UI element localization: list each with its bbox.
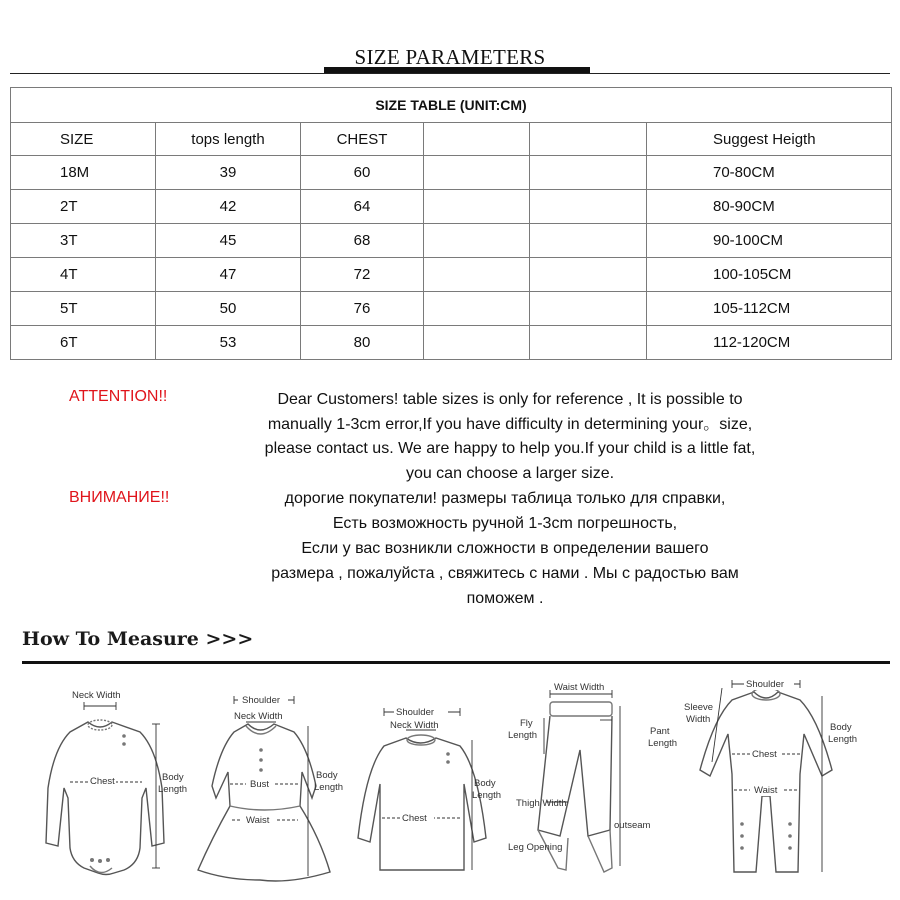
cell-size: 2T bbox=[11, 190, 156, 224]
cell-tops-length: 53 bbox=[156, 326, 301, 360]
label-length: Length bbox=[314, 782, 344, 793]
attention-label-ru: ВНИМАНИЕ!! bbox=[69, 489, 170, 506]
cell-size: 18M bbox=[11, 156, 156, 190]
label-chest: Chest bbox=[402, 813, 427, 824]
cell-chest: 64 bbox=[301, 190, 424, 224]
col-header-empty-2 bbox=[530, 123, 647, 156]
size-table bbox=[10, 87, 892, 360]
notice-text-ru bbox=[180, 486, 830, 611]
cell-suggest-height: 105-112CM bbox=[647, 292, 892, 326]
label-body: Body bbox=[474, 778, 496, 789]
label-length: Length bbox=[828, 734, 858, 745]
cell-tops-length: 39 bbox=[156, 156, 301, 190]
label-chest: Chest bbox=[90, 776, 115, 787]
label-chest: Chest bbox=[752, 749, 777, 760]
notice-line: you can choose a larger size. bbox=[405, 464, 615, 482]
cell-chest: 80 bbox=[301, 326, 424, 360]
cell-size: 6T bbox=[11, 326, 156, 360]
table-caption: SIZE TABLE (UNIT:CM) bbox=[11, 88, 892, 123]
size-parameters-header bbox=[10, 42, 890, 76]
cell-empty bbox=[530, 156, 647, 190]
cell-empty bbox=[424, 190, 530, 224]
label-waist: Waist bbox=[754, 785, 778, 796]
cell-suggest-height: 80-90CM bbox=[647, 190, 892, 224]
label-thigh-width: Thigh Width bbox=[516, 798, 567, 809]
notice-line: Есть возможность ручной 1-3cm погрешность, bbox=[332, 515, 678, 532]
cell-suggest-height: 90-100CM bbox=[647, 224, 892, 258]
notice-line: размера , пожалуйста , свяжитесь с нами . Мы с радостью вам bbox=[271, 565, 739, 582]
tee-diagram bbox=[356, 688, 516, 888]
page-title: SIZE PARAMETERS bbox=[354, 45, 546, 69]
cell-tops-length: 45 bbox=[156, 224, 301, 258]
cell-empty bbox=[530, 258, 647, 292]
label-shoulder: Shoulder bbox=[242, 695, 281, 706]
cell-size: 5T bbox=[11, 292, 156, 326]
cell-empty bbox=[424, 258, 530, 292]
label-neck-width: Neck Width bbox=[72, 690, 121, 701]
label-sleeve-width: Width bbox=[686, 714, 711, 725]
pants-diagram bbox=[508, 680, 678, 888]
how-to-measure-title: How To Measure >>> bbox=[22, 628, 254, 650]
table-caption-row bbox=[11, 88, 892, 123]
label-waist: Waist bbox=[246, 815, 270, 826]
cell-chest: 76 bbox=[301, 292, 424, 326]
label-outseam: outseam bbox=[614, 820, 651, 831]
label-waist-width: Waist Width bbox=[554, 682, 605, 693]
col-header-suggest-height: Suggest Heigth bbox=[647, 123, 892, 156]
label-neck-width: Neck Width bbox=[390, 720, 439, 731]
table-row bbox=[11, 258, 892, 292]
col-header-tops-length: tops length bbox=[156, 123, 301, 156]
notice-text-en bbox=[200, 388, 820, 486]
table-row bbox=[11, 190, 892, 224]
cell-suggest-height: 100-105CM bbox=[647, 258, 892, 292]
measure-illustrations bbox=[0, 668, 900, 900]
label-bust: Bust bbox=[250, 779, 270, 790]
col-header-empty-1 bbox=[424, 123, 530, 156]
col-header-size: SIZE bbox=[11, 123, 156, 156]
notice-line: Dear Customers! table sizes is only for reference , It is possible to bbox=[277, 391, 743, 408]
cell-tops-length: 42 bbox=[156, 190, 301, 224]
table-row bbox=[11, 326, 892, 360]
label-leg-opening: Leg Opening bbox=[508, 842, 563, 853]
bodysuit-diagram bbox=[28, 688, 198, 888]
label-length: Length bbox=[472, 790, 502, 801]
notice-line: manually 1-3cm error,If you have difficulty in determining your。size, bbox=[267, 415, 753, 433]
cell-chest: 72 bbox=[301, 258, 424, 292]
table-row bbox=[11, 292, 892, 326]
how-to-measure-header bbox=[22, 628, 890, 668]
label-shoulder: Shoulder bbox=[746, 679, 785, 690]
table-row bbox=[11, 224, 892, 258]
table-header-row bbox=[11, 123, 892, 156]
cell-suggest-height: 112-120CM bbox=[647, 326, 892, 360]
cell-tops-length: 47 bbox=[156, 258, 301, 292]
cell-size: 4T bbox=[11, 258, 156, 292]
label-body: Body bbox=[162, 772, 184, 783]
label-length: Length bbox=[158, 784, 188, 795]
header-rule bbox=[10, 73, 890, 74]
notice-line: поможем . bbox=[466, 590, 544, 607]
cell-empty bbox=[530, 292, 647, 326]
cell-size: 3T bbox=[11, 224, 156, 258]
cell-empty bbox=[424, 326, 530, 360]
col-header-chest: CHEST bbox=[301, 123, 424, 156]
how-to-measure-rule bbox=[22, 661, 890, 664]
cell-suggest-height: 70-80CM bbox=[647, 156, 892, 190]
notice-line: please contact us. We are happy to help you.If your child is a little fat, bbox=[264, 440, 756, 457]
label-shoulder: Shoulder bbox=[396, 707, 435, 718]
label-sleeve: Sleeve bbox=[684, 702, 714, 713]
label-pant: Pant bbox=[650, 726, 670, 737]
notice-line: дорогие покупатели! размеры таблица только для справки, bbox=[284, 490, 726, 507]
dress-diagram bbox=[190, 688, 360, 888]
label-fly: Fly bbox=[520, 718, 533, 729]
cell-empty bbox=[424, 292, 530, 326]
romper-diagram bbox=[682, 674, 862, 890]
attention-label-en: ATTENTION!! bbox=[69, 388, 168, 405]
table-row bbox=[11, 156, 892, 190]
label-body: Body bbox=[830, 722, 852, 733]
cell-empty bbox=[530, 190, 647, 224]
cell-chest: 60 bbox=[301, 156, 424, 190]
label-body: Body bbox=[316, 770, 338, 781]
cell-empty bbox=[530, 326, 647, 360]
cell-empty bbox=[530, 224, 647, 258]
cell-tops-length: 50 bbox=[156, 292, 301, 326]
label-neck-width: Neck Width bbox=[234, 711, 283, 722]
cell-empty bbox=[424, 224, 530, 258]
cell-empty bbox=[424, 156, 530, 190]
cell-chest: 68 bbox=[301, 224, 424, 258]
notice-line: Если у вас возникли сложности в определении вашего bbox=[301, 540, 709, 557]
label-fly-length: Length bbox=[508, 730, 538, 741]
label-pant-length: Length bbox=[648, 738, 678, 749]
